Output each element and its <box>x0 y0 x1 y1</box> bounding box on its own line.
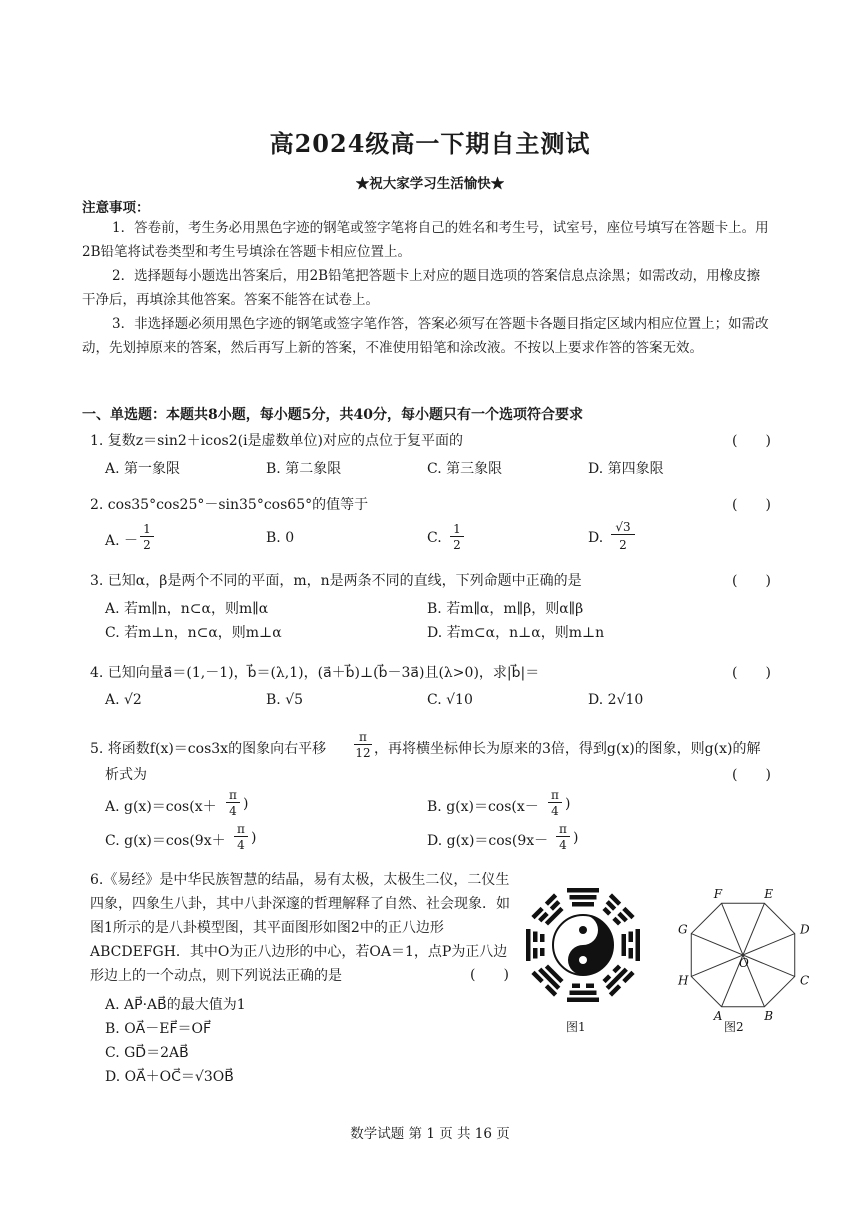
q5-option-c-pre: C. g(x)＝cos(9x＋ <box>105 833 226 849</box>
vertex-label-c: C <box>799 973 810 988</box>
trigram-5 <box>567 984 599 1003</box>
notice-item-3: 3．非选择题必须用黑色字迹的钢笔或签字笔作答，答案必须写在答题卡各题目指定区域内相应位置上；如需改动，先划掉原来的答案，然后再写上新的答案，不准使用铅笔和涂改液。不按以上要求作答的答案无效。 <box>82 316 769 356</box>
q5-option-b-denominator: 4 <box>551 804 559 818</box>
center-label-o: O <box>739 956 749 970</box>
q3-option-d: D. 若m⊂α，n⊥α，则m⊥n <box>427 625 605 641</box>
q4-option-c: C. √10 <box>427 692 473 708</box>
q5-option-a-post: ) <box>243 796 249 812</box>
q2-option-a-numerator: 1 <box>140 522 154 537</box>
question-1-stem: 1. 复数z＝sin2＋icos2(i是虚数单位)对应的点位于复平面的 <box>90 433 464 449</box>
q5-option-d-pre: D. g(x)＝cos(9x－ <box>427 833 549 849</box>
q4-option-d: D. 2√10 <box>588 692 644 708</box>
q5-option-a-pre: A. g(x)＝cos(x＋ <box>105 799 217 815</box>
q3-option-b: B. 若m∥α，m∥β，则α∥β <box>427 601 584 617</box>
trigram-7 <box>526 929 545 961</box>
question-5-answer-paren: ( ) <box>732 767 771 783</box>
vertex-label-f: F <box>713 887 723 902</box>
bagua-figure-icon <box>518 880 648 1010</box>
page-subtitle: ★祝大家学习生活愉快★ <box>355 176 505 192</box>
vertex-label-b: B <box>764 1008 774 1023</box>
page-title: 高2024级高一下期自主测试 <box>269 129 591 158</box>
q5-option-a-denominator: 4 <box>229 804 237 818</box>
q5-option-c-post: ) <box>251 830 257 846</box>
question-2-stem: 2. cos35°cos25°－sin35°cos65°的值等于 <box>90 497 369 513</box>
q3-option-a: A. 若m∥n，n⊂α，则m∥α <box>105 601 269 617</box>
question-3-answer-paren: ( ) <box>732 573 771 589</box>
octagon-figure <box>668 880 818 1030</box>
vertex-label-h: H <box>678 973 689 988</box>
q6-option-c: C. GD⃗＝2AB⃗ <box>105 1045 189 1061</box>
question-5-stem-line2: 析式为 <box>105 767 147 783</box>
q2-option-a-label: A. － <box>105 533 139 549</box>
q5-option-d-denominator: 4 <box>559 838 567 852</box>
q6-option-b: B. OA⃗－EF⃗＝OF⃗ <box>105 1021 212 1037</box>
vertex-label-g: G <box>678 922 688 937</box>
question-5-fraction-denominator: 12 <box>355 746 371 760</box>
q2-option-c-numerator: 1 <box>450 522 464 537</box>
q1-option-b: B. 第二象限 <box>266 461 342 477</box>
question-5-fraction-numerator: π <box>354 730 372 745</box>
q2-option-c-label: C. <box>427 530 442 546</box>
figure-1-caption: 图1 <box>566 1020 586 1034</box>
question-4-stem: 4. 已知向量a⃗＝(1,－1)，b⃗＝(λ,1)，(a⃗＋b⃗)⊥(b⃗－3a⃗)且(λ>0)，求|b⃗|＝ <box>90 665 540 681</box>
vertex-label-e: E <box>764 887 774 902</box>
question-5-stem-part2: ，再将横坐标伸长为原来的3倍，得到g(x)的图象，则g(x)的解 <box>374 741 761 757</box>
q2-option-d-numerator: √3 <box>611 520 635 535</box>
notice-item-2: 2．选择题每小题选出答案后，用2B铅笔把答题卡上对应的题目选项的答案信息点涂黑；如需改动，用橡皮擦干净后，再填涂其他答案。答案不能答在试卷上。 <box>82 268 761 308</box>
question-2-answer-paren: ( ) <box>732 497 771 513</box>
q5-option-d-post: ) <box>573 830 579 846</box>
figure-2-caption: 图2 <box>724 1020 744 1034</box>
question-6-stem: 6.《易经》是中华民族智慧的结晶，易有太极，太极生二仪，二仪生四象，四象生八卦，其中八卦深邃的哲理解释了自然、社会现象．如图1所示的是八卦模型图，其平面图形如图2中的正八边形ABCDEFGH．其中O为正八边形的中心，若OA＝1，点P为正八边形边上的一个动点，则下列说法正确的是 <box>90 872 510 984</box>
question-4-answer-paren: ( ) <box>732 665 771 681</box>
question-6-answer-paren: ( ) <box>470 967 509 983</box>
q2-option-d-denominator: 2 <box>619 538 627 552</box>
notice-heading: 注意事项： <box>82 200 150 216</box>
page-footer: 数学试题 第 1 页 共 16 页 <box>350 1126 510 1142</box>
q4-option-a: A. √2 <box>105 692 142 708</box>
q2-option-b: B. 0 <box>266 530 295 546</box>
q5-option-c-denominator: 4 <box>237 838 245 852</box>
vertex-label-d: D <box>799 922 810 937</box>
q3-option-c: C. 若m⊥n，n⊂α，则m⊥α <box>105 625 282 641</box>
section-title: 一、单选题：本题共8小题，每小题5分，共40分，每小题只有一个选项符合要求 <box>82 407 583 423</box>
trigram-3 <box>622 929 641 961</box>
q5-option-b-pre: B. g(x)＝cos(x－ <box>427 799 539 815</box>
q5-option-b-numerator: π <box>548 788 562 803</box>
question-5-stem-part1: 5. 将函数f(x)＝cos3x的图象向右平移 <box>90 741 327 757</box>
question-1-answer-paren: ( ) <box>732 433 771 449</box>
question-3-stem: 3. 已知α，β是两个不同的平面，m，n是两条不同的直线，下列命题中正确的是 <box>90 573 582 589</box>
trigram-1 <box>567 888 599 907</box>
q2-option-c-denominator: 2 <box>453 538 461 552</box>
q6-option-d: D. OA⃗＋OC⃗＝√3OB⃗ <box>105 1069 234 1085</box>
q5-option-c-numerator: π <box>234 822 248 837</box>
q1-option-c: C. 第三象限 <box>427 461 503 477</box>
q2-option-a-denominator: 2 <box>143 538 151 552</box>
q1-option-a: A. 第一象限 <box>105 461 181 477</box>
q4-option-b: B. √5 <box>266 692 304 708</box>
q2-option-d-label: D. <box>588 530 604 546</box>
q5-option-b-post: ) <box>565 796 571 812</box>
q1-option-d: D. 第四象限 <box>588 461 664 477</box>
q6-option-a: A. AP⃗·AB⃗的最大值为1 <box>105 997 246 1013</box>
notice-item-1: 1．答卷前，考生务必用黑色字迹的钢笔或签字笔将自己的姓名和考生号，试室号，座位号填写在答题卡上。用2B铅笔将试卷类型和考生号填涂在答题卡相应位置上。 <box>82 220 769 260</box>
vertex-label-a: A <box>713 1008 723 1023</box>
q5-option-d-numerator: π <box>556 822 570 837</box>
q5-option-a-numerator: π <box>226 788 240 803</box>
